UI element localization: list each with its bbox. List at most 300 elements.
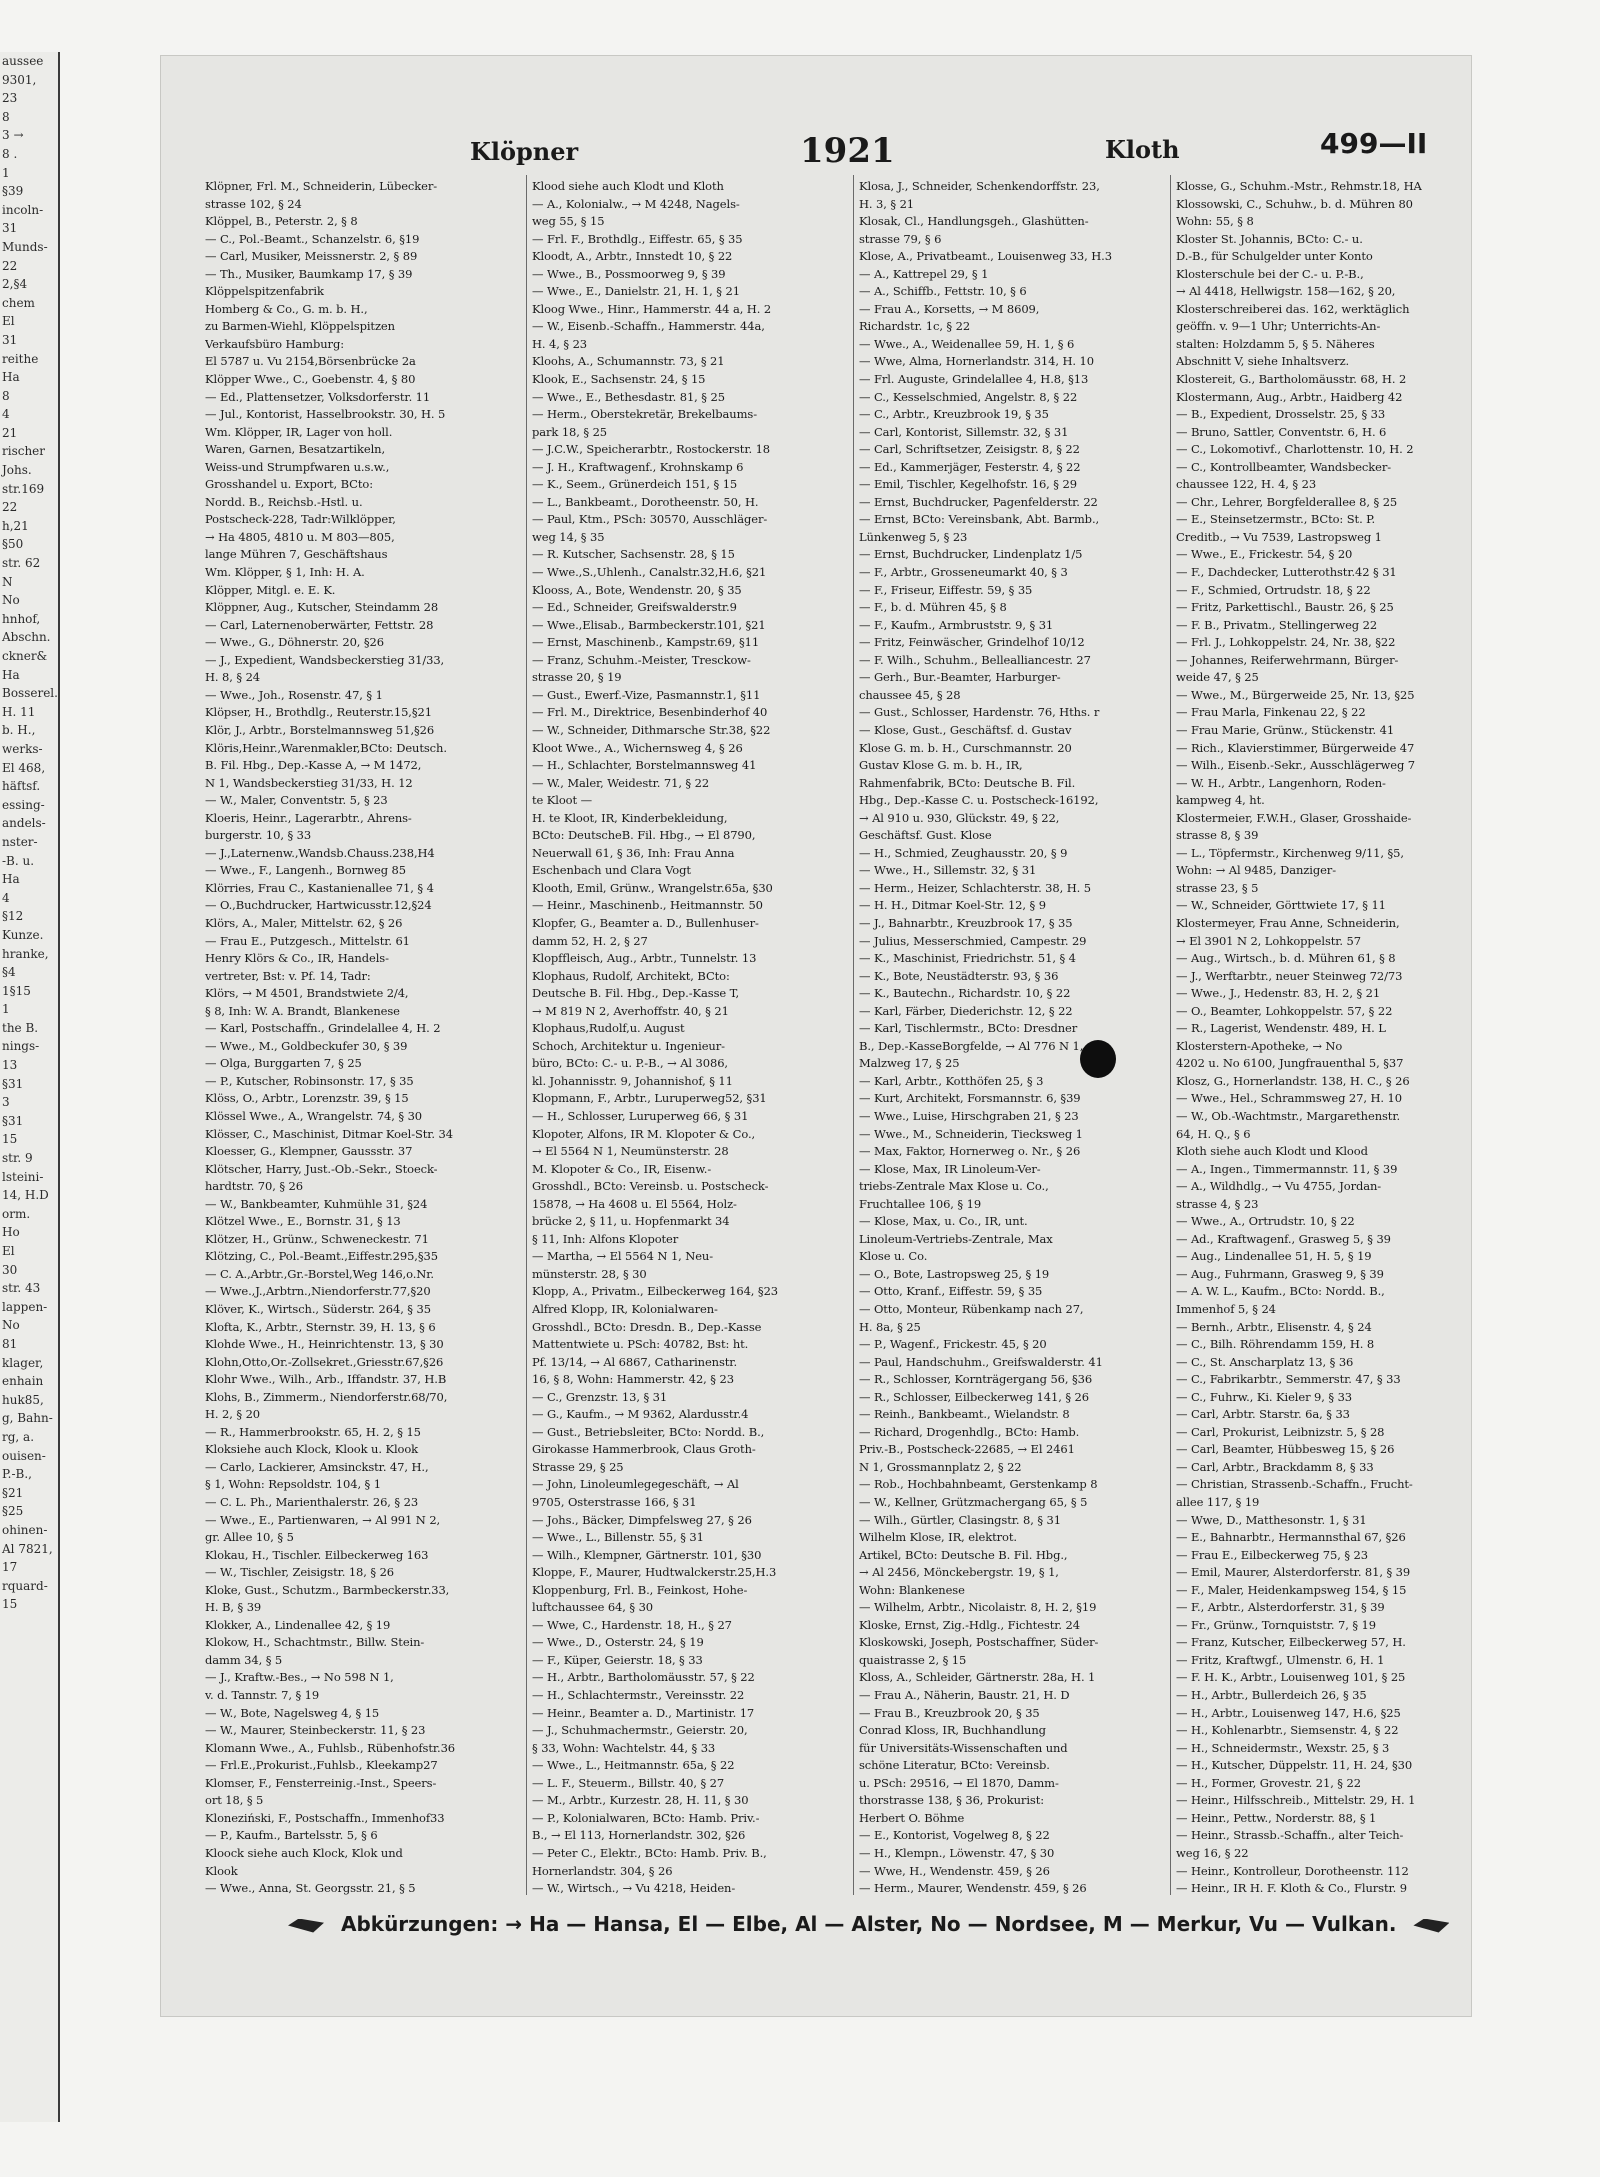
directory-entry: — H., Schlachtermstr., Vereinsstr. 22 <box>532 1688 745 1703</box>
directory-entry: — Julius, Messerschmied, Campestr. 29 <box>859 933 1087 948</box>
directory-entry: Klöris,Heinr.,Warenmakler,BCto: Deutsch. <box>205 740 447 755</box>
directory-entry: — G., Kaufm., → M 9362, Alardusstr.4 <box>532 1407 749 1422</box>
directory-entry: — F., b. d. Mühren 45, § 8 <box>859 600 1007 615</box>
directory-entry: büro, BCto: C.- u. P.-B., → Al 3086, <box>532 1056 728 1071</box>
directory-entry: — C., Lokomotivf., Charlottenstr. 10, H. 2 <box>1176 442 1414 457</box>
directory-entry: — W., Bote, Nagelsweg 4, § 15 <box>205 1705 380 1720</box>
directory-entry: — Carlo, Lackierer, Amsinckstr. 47, H., <box>205 1459 429 1474</box>
directory-entry: — Frau A., Korsetts, → M 8609, <box>859 301 1040 316</box>
directory-entry: — Chr., Lehrer, Borgfelderallee 8, § 25 <box>1176 494 1398 509</box>
directory-entry: Klook, E., Sachsenstr. 24, § 15 <box>532 372 706 387</box>
directory-entry: § 11, Inh: Alfons Klopoter <box>532 1231 679 1246</box>
directory-entry: Kloesser, G., Klempner, Gaussstr. 37 <box>205 1144 413 1159</box>
directory-entry: Kloock siehe auch Klock, Klok und <box>205 1845 403 1860</box>
directory-entry: — Heinr., Beamter a. D., Martinistr. 17 <box>532 1705 755 1720</box>
directory-entry: — Fritz, Parkettischl., Baustr. 26, § 25 <box>1176 600 1394 615</box>
directory-entry: — H. H., Ditmar Koel-Str. 12, § 9 <box>859 898 1046 913</box>
directory-entry: te Kloot — <box>532 793 592 808</box>
ink-blot <box>1080 1040 1116 1078</box>
directory-entry: Kloth siehe auch Klodt und Klood <box>1176 1144 1368 1159</box>
directory-entry: — E., Bahnarbtr., Hermannsthal 67, §26 <box>1176 1530 1406 1545</box>
directory-entry: — Reinh., Bankbeamt., Wielandstr. 8 <box>859 1407 1070 1422</box>
directory-entry: — Jul., Kontorist, Hasselbrookstr. 30, H. 5 <box>205 407 446 422</box>
adjacent-page-fragment: 4 <box>2 407 10 422</box>
directory-entry: Kloodt, A., Arbtr., Innstedt 10, § 22 <box>532 249 733 264</box>
abbreviations-text: Abkürzungen: → Ha — Hansa, El — Elbe, Al — Alster, No — Nordsee, M — Merkur, Vu — Vulkan. <box>340 1912 1397 1936</box>
directory-entry: strasse 79, § 6 <box>859 231 942 246</box>
directory-entry: — Klose, Max, u. Co., IR, unt. <box>859 1214 1028 1229</box>
adjacent-page-fragment: lsteini- <box>2 1169 44 1184</box>
directory-entry: 4202 u. No 6100, Jungfrauenthal 5, §37 <box>1176 1056 1404 1071</box>
directory-entry: Homberg & Co., G. m. b. H., <box>205 301 368 316</box>
directory-entry: Grosshdl., BCto: Vereinsb. u. Postscheck- <box>532 1179 769 1194</box>
directory-entry: 15878, → Ha 4608 u. El 5564, Holz- <box>532 1196 737 1211</box>
directory-entry: — Wwe., E., Frickestr. 54, § 20 <box>1176 547 1353 562</box>
directory-entry: — Carl, Beamter, Hübbesweg 15, § 26 <box>1176 1442 1395 1457</box>
directory-entry: 64, H. Q., § 6 <box>1176 1126 1251 1141</box>
directory-entry: — F., Kaufm., Armbruststr. 9, § 31 <box>859 617 1054 632</box>
directory-column-1 <box>205 178 523 1898</box>
directory-entry: — B., Expedient, Drosselstr. 25, § 33 <box>1176 407 1386 422</box>
directory-entry: — Th., Musiker, Baumkamp 17, § 39 <box>205 266 413 281</box>
directory-entry: — Christian, Strassenb.-Schaffn., Frucht- <box>1176 1477 1413 1492</box>
directory-entry: — J., Bahnarbtr., Kreuzbrook 17, § 35 <box>859 915 1073 930</box>
directory-entry: Herbert O. Böhme <box>859 1810 965 1825</box>
directory-entry: Klöpner, Frl. M., Schneiderin, Lübecker- <box>205 179 438 193</box>
directory-entry: — Frau E., Putzgesch., Mittelstr. 61 <box>205 933 410 948</box>
adjacent-page-fragment: El <box>2 1244 15 1258</box>
directory-column-3 <box>859 178 1177 1898</box>
adjacent-page-fragment: Abschn. <box>2 630 51 645</box>
adjacent-page-fragment: enhain <box>2 1374 44 1389</box>
adjacent-page-fragment: §31 <box>2 1113 24 1128</box>
adjacent-page-fragment: str. 9 <box>2 1151 33 1166</box>
directory-entry: Klostereit, G., Bartholomäusstr. 68, H. 2 <box>1176 372 1407 387</box>
directory-entry: Klohs, B., Zimmerm., Niendorferstr.68/70, <box>205 1389 448 1404</box>
directory-entry: N 1, Wandsbeckerstieg 31/33, H. 12 <box>205 775 413 790</box>
directory-entry: Klostermeier, F.W.H., Glaser, Grosshaide- <box>1176 810 1412 825</box>
directory-entry: — L. F., Steuerm., Billstr. 40, § 27 <box>532 1775 725 1790</box>
adjacent-page-fragment: 22 <box>2 258 18 273</box>
adjacent-page-fragment: §31 <box>2 1076 24 1091</box>
adjacent-page-fragment: 13 <box>2 1058 18 1073</box>
directory-entry: Klokker, A., Lindenallee 42, § 19 <box>205 1617 391 1632</box>
adjacent-page-fragment: str. 62 <box>2 556 41 571</box>
directory-entry: — J., Kraftw.-Bes., → No 598 N 1, <box>205 1670 394 1685</box>
directory-entry: — Bruno, Sattler, Conventstr. 6, H. 6 <box>1176 424 1387 439</box>
directory-entry: — Wwe., L., Heitmannstr. 65a, § 22 <box>532 1758 735 1773</box>
directory-entry: H. 8a, § 25 <box>859 1319 921 1334</box>
directory-entry: — W., Tischler, Zeisigstr. 18, § 26 <box>205 1565 395 1580</box>
directory-column-2 <box>532 178 850 1898</box>
directory-entry: H. 8, § 24 <box>205 670 261 685</box>
directory-entry: Verkaufsbüro Hamburg: <box>205 336 344 351</box>
directory-entry: — Ed., Plattensetzer, Volksdorferstr. 11 <box>205 389 431 404</box>
directory-entry: — Frau Marie, Grünw., Stückenstr. 41 <box>1176 722 1395 737</box>
directory-entry: — H., Schmied, Zeughausstr. 20, § 9 <box>859 845 1068 860</box>
directory-entry: Pf. 13/14, → Al 6867, Catharinenstr. <box>532 1354 738 1369</box>
directory-entry: — Fritz, Kraftwgf., Ulmenstr. 6, H. 1 <box>1176 1652 1385 1667</box>
directory-entry: — K., Maschinist, Friedrichstr. 51, § 4 <box>859 951 1076 966</box>
directory-entry: — Klose, Max, IR Linoleum-Ver- <box>859 1161 1041 1176</box>
directory-entry: — Frau Marla, Finkenau 22, § 22 <box>1176 705 1366 720</box>
directory-entry: — Wwe., E., Bethesdastr. 81, § 25 <box>532 389 725 404</box>
directory-entry: Klörries, Frau C., Kastanienallee 71, § 4 <box>205 880 434 895</box>
directory-entry: BCto: DeutscheB. Fil. Hbg., → El 8790, <box>532 828 756 843</box>
adjacent-page-fragment: P.-B., <box>2 1467 32 1482</box>
directory-entry: Priv.-B., Postscheck-22685, → El 2461 <box>859 1442 1075 1457</box>
directory-entry: Kloog Wwe., Hinr., Hammerstr. 44 a, H. 2 <box>532 301 772 316</box>
directory-entry: — Wilh., Gürtler, Clasingstr. 8, § 31 <box>859 1512 1061 1527</box>
directory-entry: — F. H. K., Arbtr., Louisenweg 101, § 25 <box>1176 1670 1406 1685</box>
directory-entry: — Fr., Grünw., Tornquiststr. 7, § 19 <box>1176 1617 1376 1632</box>
directory-entry: — O., Bote, Lastropsweg 25, § 19 <box>859 1266 1050 1281</box>
adjacent-page-fragment: b. H., <box>2 723 36 738</box>
directory-entry: — W., Kellner, Grützmachergang 65, § 5 <box>859 1495 1088 1510</box>
directory-entry: Wohn: 55, § 8 <box>1176 214 1254 229</box>
directory-entry: — Wwe., Luise, Hirschgraben 21, § 23 <box>859 1108 1079 1123</box>
directory-entry: — W., Ob.-Wachtmstr., Margarethenstr. <box>1176 1108 1401 1123</box>
directory-entry: allee 117, § 19 <box>1176 1495 1260 1510</box>
directory-entry: Malzweg 17, § 25 <box>859 1056 960 1071</box>
directory-entry: Kloohs, A., Schumannstr. 73, § 21 <box>532 354 725 369</box>
directory-entry: Klosterschule bei der C.- u. P.-B., <box>1176 266 1364 281</box>
directory-entry: → Al 910 u. 930, Glückstr. 49, § 22, <box>859 810 1060 825</box>
directory-entry: — C., Arbtr., Kreuzbrook 19, § 35 <box>859 407 1049 422</box>
directory-entry: — Wwe., A., Weidenallee 59, H. 1, § 6 <box>859 336 1075 351</box>
adjacent-page-fragment: incoln- <box>2 202 44 217</box>
directory-entry: — F. B., Privatm., Stellingerweg 22 <box>1176 617 1378 632</box>
adjacent-page-fragment: essing- <box>2 797 45 812</box>
directory-entry: — Wwe., J., Hedenstr. 83, H. 2, § 21 <box>1176 986 1381 1001</box>
adjacent-page-fragment: H. 11 <box>2 704 36 719</box>
directory-entry: Hbg., Dep.-Kasse C. u. Postscheck-16192, <box>859 793 1099 808</box>
directory-entry: — C. A.,Arbtr.,Gr.-Borstel,Weg 146,o.Nr. <box>205 1266 434 1281</box>
directory-entry: — Frl.E.,Prokurist.,Fuhlsb., Kleekamp27 <box>205 1758 438 1773</box>
directory-entry: thorstrasse 138, § 36, Prokurist: <box>859 1793 1045 1808</box>
directory-entry: — C., Grenzstr. 13, § 31 <box>532 1389 668 1404</box>
directory-entry: Kloppe, F., Maurer, Hudtwalckerstr.25,H.3 <box>532 1565 777 1580</box>
directory-entry: Klood siehe auch Klodt und Kloth <box>532 179 724 193</box>
adjacent-page-fragment: häftsf. <box>2 779 41 794</box>
adjacent-page-fragment: §39 <box>2 184 24 199</box>
adjacent-page-fragment: rischer <box>2 444 46 459</box>
adjacent-page-fragment: 1 <box>2 165 10 180</box>
directory-entry: — Rich., Klavierstimmer, Bürgerweide 47 <box>1176 740 1415 755</box>
directory-entry: Neuerwall 61, § 36, Inh: Frau Anna <box>532 845 735 860</box>
directory-entry: — Franz, Schuhm.-Meister, Tresckow- <box>532 652 751 667</box>
directory-entry: Klosak, Cl., Handlungsgeh., Glashütten- <box>859 214 1089 229</box>
directory-entry: Lünkenweg 5, § 23 <box>859 529 968 544</box>
adjacent-page-fragment: h,21 <box>2 518 29 533</box>
directory-entry: — O., Beamter, Lohkoppelstr. 57, § 22 <box>1176 1003 1393 1018</box>
directory-entry: — E., Kontorist, Vogelweg 8, § 22 <box>859 1828 1050 1843</box>
directory-entry: Kloneziński, F., Postschaffn., Immenhof33 <box>205 1810 445 1825</box>
directory-entry: strasse 23, § 5 <box>1176 880 1259 895</box>
directory-entry: Klörs, A., Maler, Mittelstr. 62, § 26 <box>205 915 403 930</box>
directory-entry: H. 4, § 23 <box>532 336 588 351</box>
directory-entry: Klöppel, B., Peterstr. 2, § 8 <box>205 214 358 229</box>
directory-entry: vertreter, Bst: v. Pf. 14, Tadr: <box>205 968 371 983</box>
directory-entry: brücke 2, § 11, u. Hopfenmarkt 34 <box>532 1214 730 1229</box>
directory-entry: — Wwe., D., Osterstr. 24, § 19 <box>532 1635 704 1650</box>
directory-entry: — A., Kolonialw., → M 4248, Nagels- <box>532 196 740 211</box>
directory-entry: — F., Küper, Geierstr. 18, § 33 <box>532 1652 703 1667</box>
directory-entry: — W., Maler, Conventstr. 5, § 23 <box>205 793 388 808</box>
adjacent-page-fragment: andels- <box>2 816 46 831</box>
adjacent-page-fragment: lappen- <box>2 1299 48 1314</box>
directory-entry: Alfred Klopp, IR, Kolonialwaren- <box>532 1302 718 1316</box>
directory-entry: — Johannes, Reiferwehrmann, Bürger- <box>1176 652 1399 667</box>
directory-entry: zu Barmen-Wiehl, Klöppelspitzen <box>205 319 395 334</box>
directory-entry: Wm. Klöpper, IR, Lager von holl. <box>205 424 393 439</box>
adjacent-page-fragment: 14, H.D <box>2 1188 49 1203</box>
directory-entry: — K., Seem., Grünerdeich 151, § 15 <box>532 477 738 492</box>
adjacent-page-fragment: Ha <box>2 370 20 385</box>
adjacent-page-fragment: 15 <box>2 1132 18 1147</box>
directory-entry: — A., Schiffb., Fettstr. 10, § 6 <box>859 284 1027 299</box>
directory-entry: Conrad Kloss, IR, Buchhandlung <box>859 1723 1046 1738</box>
adjacent-page-fragment: 2,§4 <box>2 277 28 292</box>
directory-entry: Mattentwiete u. PSch: 40782, Bst: ht. <box>532 1337 749 1352</box>
directory-entry: — Klose, Gust., Geschäftsf. d. Gustav <box>859 722 1072 737</box>
directory-entry: — Karl, Färber, Diederichstr. 12, § 22 <box>859 1003 1073 1018</box>
directory-entry: — Wilh., Klempner, Gärtnerstr. 101, §30 <box>532 1547 762 1562</box>
directory-entry: — Wwe, D., Matthesonstr. 1, § 31 <box>1176 1512 1367 1527</box>
adjacent-page-fragment: 30 <box>2 1262 18 1277</box>
directory-entry: — Wwe, H., Wendenstr. 459, § 26 <box>859 1863 1050 1878</box>
directory-entry: — H., Arbtr., Bartholomäusstr. 57, § 22 <box>532 1670 755 1685</box>
directory-entry: Klomser, F., Fensterreinig.-Inst., Speers- <box>205 1775 437 1790</box>
directory-entry: — H., Arbtr., Bullerdeich 26, § 35 <box>1176 1688 1367 1703</box>
adjacent-page-fragment: hnhof, <box>2 611 41 626</box>
adjacent-page-fragment: nings- <box>2 1039 40 1054</box>
directory-entry: → Al 4418, Hellwigstr. 158—162, § 20, <box>1176 284 1396 299</box>
directory-entry: — H., Kutscher, Düppelstr. 11, H. 24, §30 <box>1176 1758 1413 1773</box>
directory-entry: strasse 4, § 23 <box>1176 1196 1259 1211</box>
adjacent-page-fragment: 8 <box>2 388 10 403</box>
directory-entry: — Wwe., F., Langenh., Bornweg 85 <box>205 863 406 878</box>
directory-entry: triebs-Zentrale Max Klose u. Co., <box>859 1179 1049 1194</box>
directory-entry: Klör, J., Arbtr., Borstelmannsweg 51,§26 <box>205 722 435 737</box>
adjacent-page-fragment: Ha <box>2 667 20 682</box>
directory-entry: — Herm., Oberstekretär, Brekelbaums- <box>532 407 757 422</box>
directory-entry: Fruchtallee 106, § 19 <box>859 1196 982 1211</box>
directory-entry: B., Dep.-KasseBorgfelde, → Al 776 N 1, <box>859 1038 1084 1053</box>
directory-entry: — H., Schlosser, Luruperweg 66, § 31 <box>532 1108 749 1123</box>
directory-entry: quaistrasse 2, § 15 <box>859 1652 967 1667</box>
directory-entry: — J.,Laternenw.,Wandsb.Chauss.238,H4 <box>205 845 435 860</box>
directory-entry: damm 34, § 5 <box>205 1652 283 1667</box>
directory-entry: u. PSch: 29516, → El 1870, Damm- <box>859 1775 1059 1790</box>
directory-entry: — Wwe., B., Possmoorweg 9, § 39 <box>532 266 726 281</box>
directory-entry: — F., Arbtr., Alsterdorferstr. 31, § 39 <box>1176 1600 1385 1615</box>
directory-entry: — Johs., Bäcker, Dimpfelsweg 27, § 26 <box>532 1512 752 1527</box>
column-divider <box>526 175 527 1895</box>
adjacent-page-fragment: 21 <box>2 425 18 440</box>
directory-entry: Klossowski, C., Schuhw., b. d. Mühren 80 <box>1176 196 1413 211</box>
adjacent-page-fragment: §12 <box>2 909 24 924</box>
directory-entry: — Rob., Hochbahnbeamt, Gerstenkamp 8 <box>859 1477 1098 1492</box>
directory-entry: Klöppner, Aug., Kutscher, Steindamm 28 <box>205 600 439 615</box>
adjacent-page-fragment: Bosserel. <box>2 686 58 701</box>
directory-entry: — Wwe., E., Partienwaren, → Al 991 N 2, <box>205 1512 441 1527</box>
directory-entry: Klohr Wwe., Wilh., Arb., Iffandstr. 37, H.B <box>205 1372 447 1387</box>
adjacent-page-fragment: El <box>2 314 15 329</box>
adjacent-page-fragment: ouisen- <box>2 1448 46 1463</box>
directory-entry: Klopfer, G., Beamter a. D., Bullenhuser- <box>532 915 759 930</box>
directory-entry: — Gust., Ewerf.-Vize, Pasmannstr.1, §11 <box>532 687 761 702</box>
adjacent-page-fragment: ohinen- <box>2 1522 48 1537</box>
adjacent-page-fragment: hranke, <box>2 946 49 961</box>
directory-entry: Klophaus,Rudolf,u. August <box>532 1021 685 1036</box>
directory-entry: Klöver, K., Wirtsch., Süderstr. 264, § 35 <box>205 1302 431 1316</box>
directory-entry: — C. L. Ph., Marienthalerstr. 26, § 23 <box>205 1495 419 1510</box>
directory-entry: — H., Arbtr., Louisenweg 147, H.6, §25 <box>1176 1705 1401 1720</box>
directory-entry: Klohde Wwe., H., Heinrichtenstr. 13, § 30 <box>205 1337 444 1352</box>
directory-entry: — Wwe.,J.,Arbtrn.,Niendorferstr.77,§20 <box>205 1284 431 1299</box>
directory-entry: Klosa, J., Schneider, Schenkendorffstr. 23, <box>859 179 1100 193</box>
directory-entry: Klosterschreiberei das. 162, werktäglich <box>1176 301 1410 316</box>
directory-entry: Klöss, O., Arbtr., Lorenzstr. 39, § 15 <box>205 1091 409 1106</box>
directory-entry: Richardstr. 1c, § 22 <box>859 319 971 334</box>
adjacent-page-fragment: 9301, <box>2 72 37 87</box>
directory-entry: Klötzing, C., Pol.-Beamt.,Eiffestr.295,§35 <box>205 1249 438 1264</box>
directory-entry: → El 3901 N 2, Lohkoppelstr. 57 <box>1176 933 1361 948</box>
directory-entry: Girokasse Hammerbrook, Claus Groth- <box>532 1442 756 1457</box>
adjacent-page-fragment: Ha <box>2 872 20 887</box>
adjacent-page-fragment: 8 . <box>2 146 18 161</box>
directory-entry: — C., Fuhrw., Ki. Kieler 9, § 33 <box>1176 1389 1353 1404</box>
directory-entry: Klötzel Wwe., E., Bornstr. 31, § 13 <box>205 1214 401 1229</box>
directory-entry: N 1, Grossmannplatz 2, § 22 <box>859 1459 1022 1474</box>
directory-entry: strasse 102, § 24 <box>205 196 302 211</box>
directory-entry: Klostermann, Aug., Arbtr., Haidberg 42 <box>1176 389 1403 404</box>
directory-entry: — Ernst, Buchdrucker, Lindenplatz 1/5 <box>859 547 1083 562</box>
directory-entry: weide 47, § 25 <box>1176 670 1259 685</box>
directory-entry: Klopp, A., Privatm., Eilbeckerweg 164, §23 <box>532 1284 778 1299</box>
directory-entry: park 18, § 25 <box>532 424 608 439</box>
directory-entry: — A., Ingen., Timmermannstr. 11, § 39 <box>1176 1161 1398 1176</box>
adjacent-page-fragment: ckner& <box>2 649 48 663</box>
directory-entry: Klose u. Co. <box>859 1249 928 1264</box>
directory-entry: — Wwe., A., Ortrudstr. 10, § 22 <box>1176 1214 1355 1229</box>
directory-entry: — Wwe., M., Goldbeckufer 30, § 39 <box>205 1038 408 1053</box>
directory-entry: 16, § 8, Wohn: Hammerstr. 42, § 23 <box>532 1372 734 1387</box>
adjacent-page-fragment: 31 <box>2 332 18 347</box>
directory-entry: Abschnitt V, siehe Inhaltsverz. <box>1176 354 1350 369</box>
directory-entry: — L., Bankbeamt., Dorotheenstr. 50, H. <box>532 494 759 509</box>
directory-entry: Geschäftsf. Gust. Klose <box>859 828 992 843</box>
adjacent-page-fragment: El 468, <box>2 760 46 775</box>
directory-entry: Kloster St. Johannis, BCto: C.- u. <box>1176 231 1363 246</box>
directory-entry: — Wwe., Hel., Schrammsweg 27, H. 10 <box>1176 1091 1402 1106</box>
directory-entry: Waren, Garnen, Besatzartikeln, <box>205 442 386 457</box>
directory-entry: — Ed., Schneider, Greifswalderstr.9 <box>532 600 737 615</box>
directory-entry: — Wilh., Eisenb.-Sekr., Ausschlägerweg 7 <box>1176 758 1415 773</box>
directory-entry: 9705, Osterstrasse 166, § 31 <box>532 1495 697 1510</box>
directory-entry: M. Klopoter & Co., IR, Eisenw.- <box>532 1161 712 1176</box>
directory-entry: Wilhelm Klose, IR, elektrot. <box>859 1530 1017 1545</box>
directory-entry: v. d. Tannstr. 7, § 19 <box>205 1688 320 1703</box>
directory-entry: — W., Schneider, Dithmarsche Str.38, §22 <box>532 722 771 737</box>
directory-entry: — Gust., Schlosser, Hardenstr. 76, Hths. r <box>859 705 1100 720</box>
adjacent-page-fragment: Munds- <box>2 239 48 254</box>
adjacent-page-fragment: 81 <box>2 1336 18 1351</box>
directory-entry: — Wwe, Alma, Hornerlandstr. 314, H. 10 <box>859 354 1094 369</box>
abbreviations-footer <box>288 1912 1428 1948</box>
directory-entry: — W., Maurer, Steinbeckerstr. 11, § 23 <box>205 1723 426 1738</box>
directory-entry: Klötzer, H., Grünw., Schweneckestr. 71 <box>205 1231 429 1246</box>
directory-entry: — W., Bankbeamter, Kuhmühle 31, §24 <box>205 1196 428 1211</box>
adjacent-page-fragment: No <box>2 1318 20 1333</box>
directory-entry: — F., Arbtr., Grosseneumarkt 40, § 3 <box>859 565 1068 580</box>
directory-entry: — Richard, Drogenhdlg., BCto: Hamb. <box>859 1424 1080 1439</box>
directory-column-4 <box>1176 178 1494 1898</box>
directory-entry: Klösser, C., Maschinist, Ditmar Koel-Str. 34 <box>205 1126 453 1141</box>
directory-entry: — P., Kutscher, Robinsonstr. 17, § 35 <box>205 1073 414 1088</box>
adjacent-page-fragment: 3 <box>2 1095 10 1110</box>
directory-entry: — W., Schneider, Görttwiete 17, § 11 <box>1176 898 1386 913</box>
adjacent-page-fragment: §50 <box>2 537 24 552</box>
directory-entry: — Wwe., M., Bürgerweide 25, Nr. 13, §25 <box>1176 687 1415 702</box>
directory-entry: → El 5564 N 1, Neumünsterstr. 28 <box>532 1144 729 1159</box>
directory-entry: Klofta, K., Arbtr., Sternstr. 39, H. 13, § 6 <box>205 1319 436 1334</box>
directory-entry: → M 819 N 2, Averhoffstr. 40, § 21 <box>532 1003 729 1018</box>
header-page-number: 499—II <box>1320 127 1428 160</box>
directory-entry: D.-B., für Schulgelder unter Konto <box>1176 249 1373 264</box>
directory-entry: Klöpper Wwe., C., Goebenstr. 4, § 80 <box>205 372 416 387</box>
directory-entry: — Carl, Arbtr., Brackdamm 8, § 33 <box>1176 1459 1374 1474</box>
directory-entry: burgerstr. 10, § 33 <box>205 828 312 843</box>
directory-entry: — Carl, Arbtr. Starstr. 6a, § 33 <box>1176 1407 1350 1422</box>
directory-entry: damm 52, H. 2, § 27 <box>532 933 648 948</box>
adjacent-page-fragment: 17 <box>2 1560 18 1575</box>
directory-entry: — A., Wildhdlg., → Vu 4755, Jordan- <box>1176 1179 1382 1194</box>
directory-entry: Kloeris, Heinr., Lagerarbtr., Ahrens- <box>205 810 412 825</box>
directory-entry: Kloksiehe auch Klock, Klook u. Klook <box>205 1442 419 1457</box>
directory-entry: Klosterstern-Apotheke, → No <box>1176 1038 1343 1053</box>
directory-entry: — Heinr., Strassb.-Schaffn., alter Teich- <box>1176 1828 1404 1843</box>
directory-entry: — Bernh., Arbtr., Elisenstr. 4, § 24 <box>1176 1319 1372 1334</box>
directory-entry: Klooss, A., Bote, Wendenstr. 20, § 35 <box>532 582 742 597</box>
directory-entry: — R., Schlosser, Kornträgergang 56, §36 <box>859 1372 1093 1387</box>
directory-entry: — Olga, Burggarten 7, § 25 <box>205 1056 362 1071</box>
directory-entry: — Ed., Kammerjäger, Festerstr. 4, § 22 <box>859 459 1081 474</box>
directory-entry: — Frau B., Kreuzbrook 20, § 35 <box>859 1705 1040 1720</box>
directory-entry: Eschenbach und Clara Vogt <box>532 863 691 878</box>
directory-entry: weg 55, § 15 <box>532 214 605 229</box>
directory-entry: Klöpser, H., Brothdlg., Reuterstr.15,§21 <box>205 705 432 720</box>
adjacent-page-fragment: rg, a. <box>2 1429 35 1444</box>
directory-entry: Gustav Klose G. m. b. H., IR, <box>859 758 1023 773</box>
directory-entry: — John, Linoleumlegegeschäft, → Al <box>532 1477 739 1492</box>
directory-entry: — H., Schneidermstr., Wexstr. 25, § 3 <box>1176 1740 1390 1755</box>
column-divider <box>853 175 854 1895</box>
directory-entry: — A. W. L., Kaufm., BCto: Nordd. B., <box>1176 1284 1385 1299</box>
adjacent-page-fragment: nster- <box>2 834 38 849</box>
directory-entry: — Wilhelm, Arbtr., Nicolaistr. 8, H. 2, §19 <box>859 1600 1097 1615</box>
adjacent-page-fragment: 1 <box>2 1002 10 1017</box>
directory-entry: gr. Allee 10, § 5 <box>205 1530 294 1545</box>
directory-entry: lange Mühren 7, Geschäftshaus <box>205 547 388 562</box>
directory-entry: — Ad., Kraftwagenf., Grasweg 5, § 39 <box>1176 1231 1391 1246</box>
adjacent-page-fragment: 3 → <box>2 128 24 143</box>
adjacent-page-fragment: -B. u. <box>2 853 35 868</box>
column-divider <box>1170 175 1171 1895</box>
directory-entry: Grosshdl., BCto: Dresdn. B., Dep.-Kasse <box>532 1319 762 1334</box>
directory-entry: Klöpper, Mitgl. e. E. K. <box>205 582 336 597</box>
